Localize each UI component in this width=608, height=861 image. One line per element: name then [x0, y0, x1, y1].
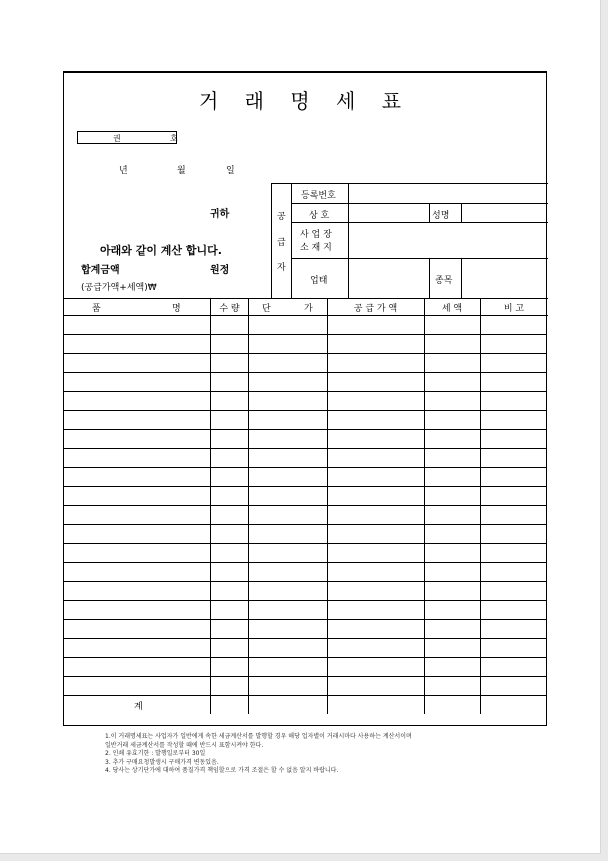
table-row [64, 506, 546, 525]
table-cell[interactable] [327, 335, 424, 354]
col-unit-price-label-1: 단 [262, 304, 271, 314]
table-cell[interactable] [480, 658, 546, 677]
table-cell[interactable] [248, 658, 327, 677]
table-cell[interactable] [327, 487, 424, 506]
table-cell[interactable] [64, 411, 210, 430]
table-cell[interactable] [210, 582, 248, 601]
table-cell[interactable] [480, 449, 546, 468]
table-cell[interactable] [210, 696, 248, 715]
table-cell[interactable] [248, 430, 327, 449]
table-cell[interactable] [327, 677, 424, 696]
table-cell[interactable] [248, 468, 327, 487]
table-row [64, 582, 546, 601]
number-box [77, 131, 177, 144]
table-cell[interactable] [424, 639, 480, 658]
note-line: 2. 인쇄 유효기한 : 발행일로부터 30일 [105, 750, 206, 758]
table-cell[interactable] [480, 335, 546, 354]
table-cell[interactable] [424, 696, 480, 715]
table-cell[interactable] [327, 620, 424, 639]
table-cell[interactable] [248, 544, 327, 563]
table-cell[interactable] [480, 506, 546, 525]
table-row [64, 354, 546, 373]
table-cell[interactable] [210, 506, 248, 525]
transaction-statement-form [63, 71, 547, 726]
table-cell[interactable] [480, 316, 546, 335]
table-cell[interactable] [327, 582, 424, 601]
table-cell[interactable] [327, 373, 424, 392]
table-cell[interactable] [248, 392, 327, 411]
table-cell[interactable] [424, 316, 480, 335]
notes-section [105, 733, 545, 776]
table-cell[interactable] [424, 544, 480, 563]
table-cell[interactable] [480, 392, 546, 411]
col-quantity-label: 수 량 [219, 304, 240, 314]
table-cell[interactable] [210, 677, 248, 696]
table-cell[interactable] [248, 582, 327, 601]
table-cell[interactable] [424, 601, 480, 620]
supplier-side-label-2: 급 [277, 238, 286, 248]
table-cell[interactable] [64, 544, 210, 563]
table-row [64, 544, 546, 563]
table-cell[interactable] [248, 601, 327, 620]
table-cell[interactable] [64, 563, 210, 582]
table-cell[interactable] [248, 449, 327, 468]
representative-name-label: 성명 [432, 211, 450, 221]
table-cell[interactable] [210, 658, 248, 677]
table-cell[interactable] [210, 563, 248, 582]
business-type-label: 업태 [310, 276, 328, 286]
table-cell[interactable] [327, 392, 424, 411]
col-remarks-label: 비 고 [503, 304, 525, 314]
note-line: 일반거래 세금계산서를 작성할 때에 반드시 표함시켜야 한다. [105, 741, 264, 749]
table-cell[interactable] [480, 582, 546, 601]
table-cell[interactable] [210, 430, 248, 449]
table-cell[interactable] [424, 620, 480, 639]
note-line: 4. 당사는 상기단가에 대하여 품질가격 책임할으로 가격 조절은 할 수 없음 알지 바랍니다. [105, 767, 339, 775]
table-cell[interactable] [248, 563, 327, 582]
table-cell[interactable] [248, 696, 327, 715]
table-cell[interactable] [327, 658, 424, 677]
table-row [64, 373, 546, 392]
table-cell[interactable] [424, 392, 480, 411]
supplier-side-label-1: 공 [277, 212, 286, 222]
table-cell[interactable] [424, 525, 480, 544]
table-cell[interactable] [424, 506, 480, 525]
table-cell[interactable] [327, 696, 424, 715]
table-cell[interactable] [327, 430, 424, 449]
table-cell[interactable] [64, 525, 210, 544]
col-unit-price-label-2: 가 [304, 304, 313, 314]
table-cell[interactable] [480, 373, 546, 392]
table-row [64, 430, 546, 449]
table-cell[interactable] [210, 544, 248, 563]
table-cell[interactable] [248, 335, 327, 354]
total-amount-label: 합계금액 [81, 265, 120, 276]
company-name-label: 상 호 [309, 211, 330, 221]
table-cell[interactable] [248, 373, 327, 392]
table-cell[interactable] [480, 487, 546, 506]
table-cell[interactable] [64, 449, 210, 468]
addressee-suffix: 귀하 [210, 209, 230, 220]
table-cell[interactable] [210, 411, 248, 430]
table-row [64, 639, 546, 658]
table-row [64, 411, 546, 430]
table-row [64, 563, 546, 582]
table-cell[interactable] [327, 563, 424, 582]
note-line: 3. 추가 구매요청발생시 구매가격 변동있음. [105, 758, 219, 766]
table-cell[interactable] [480, 601, 546, 620]
month-label: 월 [177, 166, 186, 176]
table-cell[interactable] [327, 411, 424, 430]
table-cell[interactable] [480, 525, 546, 544]
table-cell[interactable] [64, 487, 210, 506]
table-cell[interactable] [64, 658, 210, 677]
table-cell[interactable] [248, 316, 327, 335]
table-cell[interactable] [424, 677, 480, 696]
table-cell[interactable] [248, 354, 327, 373]
table-row [64, 392, 546, 411]
table-cell[interactable] [210, 468, 248, 487]
table-cell[interactable] [480, 620, 546, 639]
table-cell[interactable] [424, 449, 480, 468]
table-cell[interactable] [210, 620, 248, 639]
form-title: 거 래 명 세 표 [198, 89, 412, 113]
table-cell[interactable] [424, 487, 480, 506]
items-table [64, 316, 546, 714]
table-row [64, 620, 546, 639]
business-category-label: 종목 [435, 276, 453, 286]
supplier-side-label-3: 자 [277, 263, 286, 273]
statement-text: 아래와 같이 계산 합니다. [100, 244, 222, 257]
table-cell[interactable] [64, 506, 210, 525]
table-cell[interactable] [210, 449, 248, 468]
address-label-line1: 사 업 장 [300, 230, 332, 240]
table-cell[interactable] [327, 544, 424, 563]
table-cell[interactable] [480, 696, 546, 715]
col-tax-label: 세 액 [441, 304, 463, 314]
table-row [64, 468, 546, 487]
table-cell[interactable] [480, 563, 546, 582]
table-cell[interactable] [210, 392, 248, 411]
table-cell[interactable] [248, 639, 327, 658]
table-cell[interactable] [64, 316, 210, 335]
table-cell[interactable] [424, 468, 480, 487]
col-item-label-2: 명 [172, 304, 181, 314]
col-item-label-1: 품 [92, 304, 101, 314]
table-cell[interactable] [248, 506, 327, 525]
table-cell[interactable] [327, 639, 424, 658]
table-cell[interactable] [424, 373, 480, 392]
table-cell[interactable] [64, 335, 210, 354]
address-label-line2: 소 재 지 [300, 243, 332, 253]
table-cell[interactable] [64, 677, 210, 696]
total-amount-unit: 원정 [210, 265, 230, 276]
col-supply-amount-label: 공 급 가 액 [353, 304, 398, 314]
table-cell[interactable] [64, 373, 210, 392]
table-cell[interactable] [210, 335, 248, 354]
table-cell[interactable] [210, 601, 248, 620]
table-cell[interactable] [327, 449, 424, 468]
table-cell[interactable] [327, 468, 424, 487]
table-cell[interactable] [480, 354, 546, 373]
day-label: 일 [226, 166, 235, 176]
year-label: 년 [119, 166, 128, 176]
table-cell[interactable] [424, 335, 480, 354]
table-row [64, 525, 546, 544]
table-cell[interactable] [424, 582, 480, 601]
table-cell[interactable] [210, 373, 248, 392]
table-row [64, 658, 546, 677]
table-cell[interactable] [210, 316, 248, 335]
table-row [64, 487, 546, 506]
table-cell[interactable] [480, 544, 546, 563]
table-cell[interactable] [424, 411, 480, 430]
table-cell[interactable] [480, 677, 546, 696]
total-row-label: 계 [64, 696, 210, 715]
table-cell[interactable] [327, 316, 424, 335]
registration-number-label: 등록번호 [301, 191, 336, 201]
table-row [64, 449, 546, 468]
table-row [64, 335, 546, 354]
table-cell[interactable] [424, 658, 480, 677]
table-row [64, 316, 546, 335]
table-cell[interactable] [64, 620, 210, 639]
table-cell[interactable] [480, 411, 546, 430]
table-cell[interactable] [64, 430, 210, 449]
table-cell[interactable] [248, 525, 327, 544]
total-amount-note: (공급가액+세액)₩ [81, 283, 157, 293]
table-cell[interactable] [424, 430, 480, 449]
table-cell[interactable] [210, 525, 248, 544]
table-cell[interactable] [210, 354, 248, 373]
table-cell[interactable] [327, 601, 424, 620]
volume-label: 권 [113, 134, 121, 143]
table-cell[interactable] [248, 677, 327, 696]
table-cell[interactable] [480, 430, 546, 449]
table-cell[interactable] [64, 392, 210, 411]
table-cell[interactable] [327, 354, 424, 373]
number-label: 호 [170, 134, 178, 143]
table-cell[interactable] [248, 487, 327, 506]
table-cell[interactable] [327, 506, 424, 525]
table-cell[interactable] [64, 354, 210, 373]
table-cell[interactable] [64, 582, 210, 601]
table-cell[interactable] [210, 487, 248, 506]
table-cell[interactable] [64, 601, 210, 620]
table-cell[interactable] [480, 639, 546, 658]
note-line: 1.이 거래명세표는 사업자가 일반에게 속한 세금계산서를 발행할 경우 해당 업자별이 거래시마다 사용하는 계산서이며 [105, 733, 412, 740]
table-cell[interactable] [327, 525, 424, 544]
table-cell[interactable] [424, 563, 480, 582]
table-cell[interactable] [64, 639, 210, 658]
table-cell[interactable] [248, 620, 327, 639]
table-row [64, 696, 546, 715]
table-cell[interactable] [64, 468, 210, 487]
table-row [64, 677, 546, 696]
table-cell[interactable] [210, 639, 248, 658]
table-row [64, 601, 546, 620]
table-cell[interactable] [424, 354, 480, 373]
table-cell[interactable] [248, 411, 327, 430]
table-cell[interactable] [480, 468, 546, 487]
